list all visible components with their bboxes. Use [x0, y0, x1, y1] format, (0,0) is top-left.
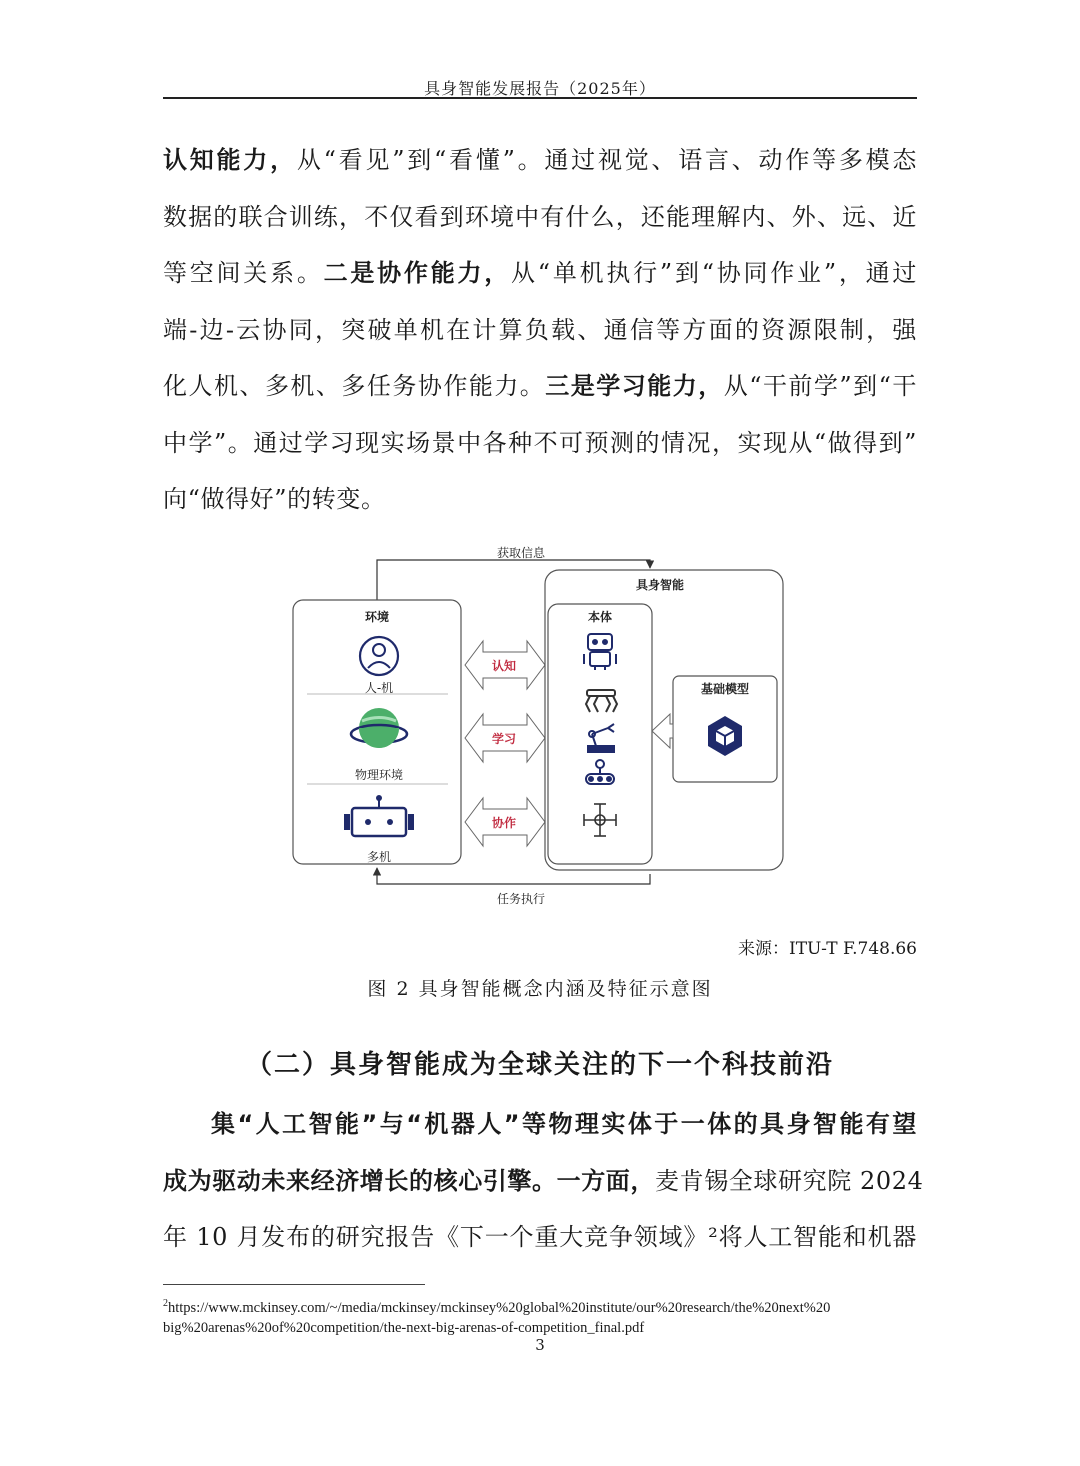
text-line	[163, 302, 917, 359]
footnote-rule	[163, 1284, 425, 1285]
section-heading: （二）具身智能成为全球关注的下一个科技前沿	[245, 1050, 834, 1080]
text-run: 向“做得好”的转变。	[163, 485, 386, 513]
bold-phrase: 二是协作能力，	[323, 259, 512, 287]
env-item-human-machine: 人-机	[364, 681, 394, 695]
embodied-intelligence-diagram	[280, 538, 800, 910]
footnote-url-part-1[interactable]: https://www.mckinsey.com/~/media/mckinsey/mckinsey%20global%20institute/our%20research/the%20next%20	[168, 1299, 831, 1316]
env-item-physical: 物理环境	[354, 768, 404, 782]
text-line	[163, 189, 917, 246]
text-line	[163, 358, 917, 415]
footnote-url-part-2[interactable]: big%20arenas%20of%20competition/the-next-big-arenas-of-competition_final.pdf	[163, 1319, 645, 1336]
embodied-title: 具身智能	[635, 578, 685, 592]
text-line	[163, 415, 917, 472]
paragraph-capabilities	[163, 132, 917, 528]
body-title: 本体	[587, 610, 613, 624]
diagram-graphics	[280, 538, 800, 910]
text-run: 年 10 月发布的研究报告《下一个重大竞争领域》²将人工智能和机器	[163, 1223, 917, 1251]
running-header: 具身智能发展报告（2025年）	[424, 79, 656, 98]
footnote-marker: 2	[163, 1298, 168, 1309]
bottom-arrow-label: 任务执行	[496, 892, 546, 906]
text-run: 从“干前学”到“干	[723, 372, 917, 400]
figure-source: 来源：ITU-T F.748.66	[738, 939, 917, 959]
header-rule	[163, 97, 917, 99]
foundation-model-title: 基础模型	[700, 682, 750, 696]
paragraph-frontier	[163, 1096, 924, 1266]
text-run: 端-边-云协同，突破单机在计算负载、通信等方面的资源限制，强	[163, 315, 917, 344]
environment-title: 环境	[364, 610, 390, 624]
text-run: 麦肯锡全球研究院 2024	[655, 1166, 924, 1195]
page-number: 3	[535, 1336, 545, 1354]
arrow-label-collaboration: 协作	[491, 816, 517, 830]
bold-phrase: 集“人工智能”与“机器人”等物理实体于一体的具身智能有望	[211, 1110, 917, 1138]
text-run: 从“看见”到“看懂”。通过视觉、语言、动作等多模态	[296, 146, 918, 174]
env-item-multi-machine: 多机	[366, 850, 392, 864]
footnote-line-1	[163, 1294, 923, 1318]
figure-caption: 图 2 具身智能概念内涵及特征示意图	[367, 978, 713, 1000]
footnote	[163, 1294, 923, 1338]
text-run: 中学”。通过学习现实场景中各种不可预测的情况，实现从“做得到”	[163, 428, 917, 457]
text-line	[163, 245, 917, 302]
text-run: 化人机、多机、多任务协作能力。	[163, 372, 546, 400]
text-run: 数据的联合训练，不仅看到环境中有什么，还能理解内、外、远、近	[163, 202, 917, 231]
arrow-label-learning: 学习	[491, 732, 517, 746]
text-line	[163, 132, 917, 189]
bold-phrase: 认知能力，	[163, 146, 297, 174]
text-line	[163, 471, 917, 528]
arrow-label-cognition: 认知	[491, 659, 517, 673]
top-arrow-label: 获取信息	[496, 546, 546, 560]
text-line	[163, 1209, 917, 1266]
text-run: 从“单机执行”到“协同作业”，通过	[511, 259, 917, 287]
text-line	[163, 1153, 924, 1210]
text-line	[163, 1096, 917, 1153]
text-run: 等空间关系。	[163, 259, 324, 287]
bold-phrase: 成为驱动未来经济增长的核心引擎。一方面，	[163, 1166, 655, 1195]
bold-phrase: 三是学习能力，	[545, 372, 724, 400]
